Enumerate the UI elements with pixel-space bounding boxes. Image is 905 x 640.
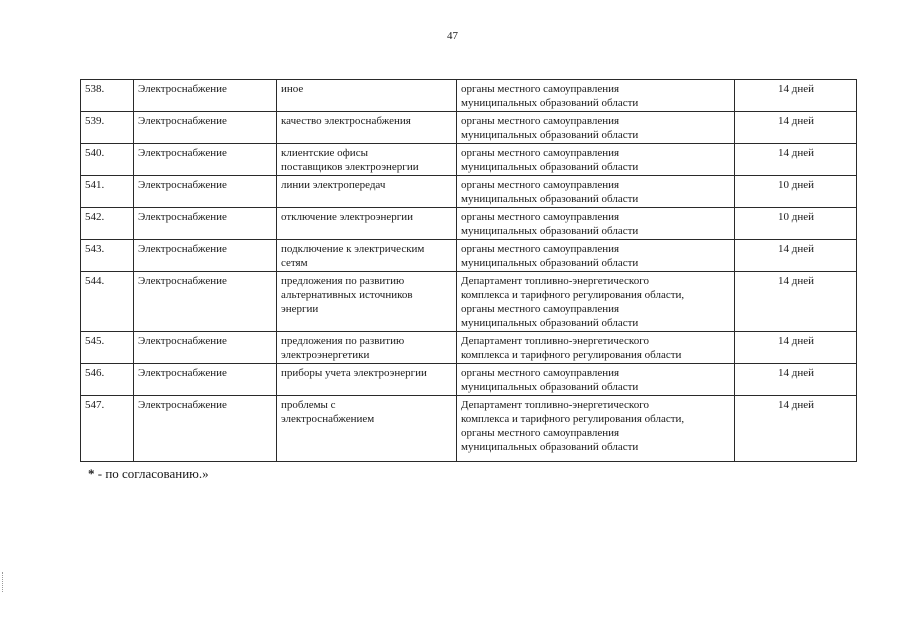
organization-cell <box>457 208 735 240</box>
page-number: 47 <box>447 30 458 42</box>
topic-cell <box>277 240 457 272</box>
footnote <box>88 466 209 482</box>
topic-line: предложения по развитию <box>281 335 405 347</box>
footnote-text: - по согласованию.» <box>94 466 209 481</box>
organization-line: муниципальных образований области <box>461 441 639 453</box>
organization-line: муниципальных образований области <box>461 317 639 329</box>
row-number-cell: 544. <box>81 272 134 332</box>
table-row <box>81 240 857 272</box>
organization-line: органы местного самоуправления <box>461 367 620 379</box>
topic-line: подключение к электрическим <box>281 243 425 255</box>
topic-line: энергии <box>281 303 319 315</box>
organization-line: Департамент топливно-энергетического <box>461 335 649 347</box>
topic-line: клиентские офисы <box>281 147 368 159</box>
row-number-cell: 543. <box>81 240 134 272</box>
table-row <box>81 80 857 112</box>
category-cell: Электроснабжение <box>134 272 277 332</box>
footnote-marker: * <box>88 466 95 481</box>
topic-line: приборы учета электроэнергии <box>281 367 427 379</box>
organization-line: органы местного самоуправления <box>461 83 620 95</box>
term-cell: 10 дней <box>735 208 857 240</box>
organization-line: органы местного самоуправления <box>461 115 620 127</box>
category-cell: Электроснабжение <box>134 332 277 364</box>
category-cell: Электроснабжение <box>134 112 277 144</box>
organization-cell <box>457 332 735 364</box>
topic-line: электроэнергетики <box>281 349 370 361</box>
organization-line: органы местного самоуправления <box>461 427 620 439</box>
topic-cell <box>277 80 457 112</box>
topic-cell <box>277 112 457 144</box>
term-cell: 14 дней <box>735 144 857 176</box>
organization-cell <box>457 144 735 176</box>
organization-line: муниципальных образований области <box>461 161 639 173</box>
topic-line: предложения по развитию <box>281 275 405 287</box>
term-cell: 14 дней <box>735 240 857 272</box>
topic-line: сетям <box>281 257 308 269</box>
organization-line: муниципальных образований области <box>461 381 639 393</box>
organization-line: муниципальных образований области <box>461 193 639 205</box>
topic-cell <box>277 396 457 462</box>
organization-line: муниципальных образований области <box>461 129 639 141</box>
organization-cell <box>457 176 735 208</box>
topic-line: иное <box>281 83 304 95</box>
row-number-cell: 541. <box>81 176 134 208</box>
topic-line: поставщиков электроэнергии <box>281 161 419 173</box>
organization-line: органы местного самоуправления <box>461 211 620 223</box>
organization-line: органы местного самоуправления <box>461 147 620 159</box>
organization-cell <box>457 272 735 332</box>
term-cell: 14 дней <box>735 112 857 144</box>
organization-cell <box>457 80 735 112</box>
topic-cell <box>277 364 457 396</box>
organization-cell <box>457 396 735 462</box>
organization-cell <box>457 364 735 396</box>
organization-line: Департамент топливно-энергетического <box>461 399 649 411</box>
term-cell: 14 дней <box>735 364 857 396</box>
topic-line: качество электроснабжения <box>281 115 411 127</box>
topic-cell <box>277 208 457 240</box>
organization-line: органы местного самоуправления <box>461 179 620 191</box>
category-cell: Электроснабжение <box>134 240 277 272</box>
organization-line: комплекса и тарифного регулирования области <box>461 349 682 361</box>
topic-line: альтернативных источников <box>281 289 413 301</box>
row-number-cell: 540. <box>81 144 134 176</box>
organization-line: муниципальных образований области <box>461 257 639 269</box>
table-row <box>81 332 857 364</box>
topic-line: линии электропередач <box>281 179 386 191</box>
organization-line: муниципальных образований области <box>461 97 639 109</box>
document-table <box>80 79 857 462</box>
table-row <box>81 396 857 462</box>
category-cell: Электроснабжение <box>134 80 277 112</box>
table-body <box>81 80 857 462</box>
topic-line: проблемы с <box>281 399 336 411</box>
topic-line: отключение электроэнергии <box>281 211 414 223</box>
term-cell: 14 дней <box>735 396 857 462</box>
term-cell: 10 дней <box>735 176 857 208</box>
topic-line: электроснабжением <box>281 413 375 425</box>
organization-line: комплекса и тарифного регулирования области, <box>461 413 685 425</box>
row-number-cell: 539. <box>81 112 134 144</box>
row-number-cell: 546. <box>81 364 134 396</box>
category-cell: Электроснабжение <box>134 396 277 462</box>
organization-cell <box>457 112 735 144</box>
organization-cell <box>457 240 735 272</box>
table-row <box>81 272 857 332</box>
organization-line: муниципальных образований области <box>461 225 639 237</box>
organization-line: органы местного самоуправления <box>461 243 620 255</box>
category-cell: Электроснабжение <box>134 208 277 240</box>
category-cell: Электроснабжение <box>134 364 277 396</box>
table-row <box>81 364 857 396</box>
table-row <box>81 176 857 208</box>
row-number-cell: 538. <box>81 80 134 112</box>
row-number-cell: 545. <box>81 332 134 364</box>
organization-line: органы местного самоуправления <box>461 303 620 315</box>
topic-cell <box>277 332 457 364</box>
category-cell: Электроснабжение <box>134 176 277 208</box>
row-number-cell: 542. <box>81 208 134 240</box>
category-cell: Электроснабжение <box>134 144 277 176</box>
table-row <box>81 112 857 144</box>
topic-cell <box>277 144 457 176</box>
topic-cell <box>277 272 457 332</box>
organization-line: Департамент топливно-энергетического <box>461 275 649 287</box>
organization-line: комплекса и тарифного регулирования области, <box>461 289 685 301</box>
table-row <box>81 144 857 176</box>
table-row <box>81 208 857 240</box>
term-cell: 14 дней <box>735 272 857 332</box>
term-cell: 14 дней <box>735 80 857 112</box>
row-number-cell: 547. <box>81 396 134 462</box>
topic-cell <box>277 176 457 208</box>
scan-artifact <box>2 572 5 592</box>
term-cell: 14 дней <box>735 332 857 364</box>
